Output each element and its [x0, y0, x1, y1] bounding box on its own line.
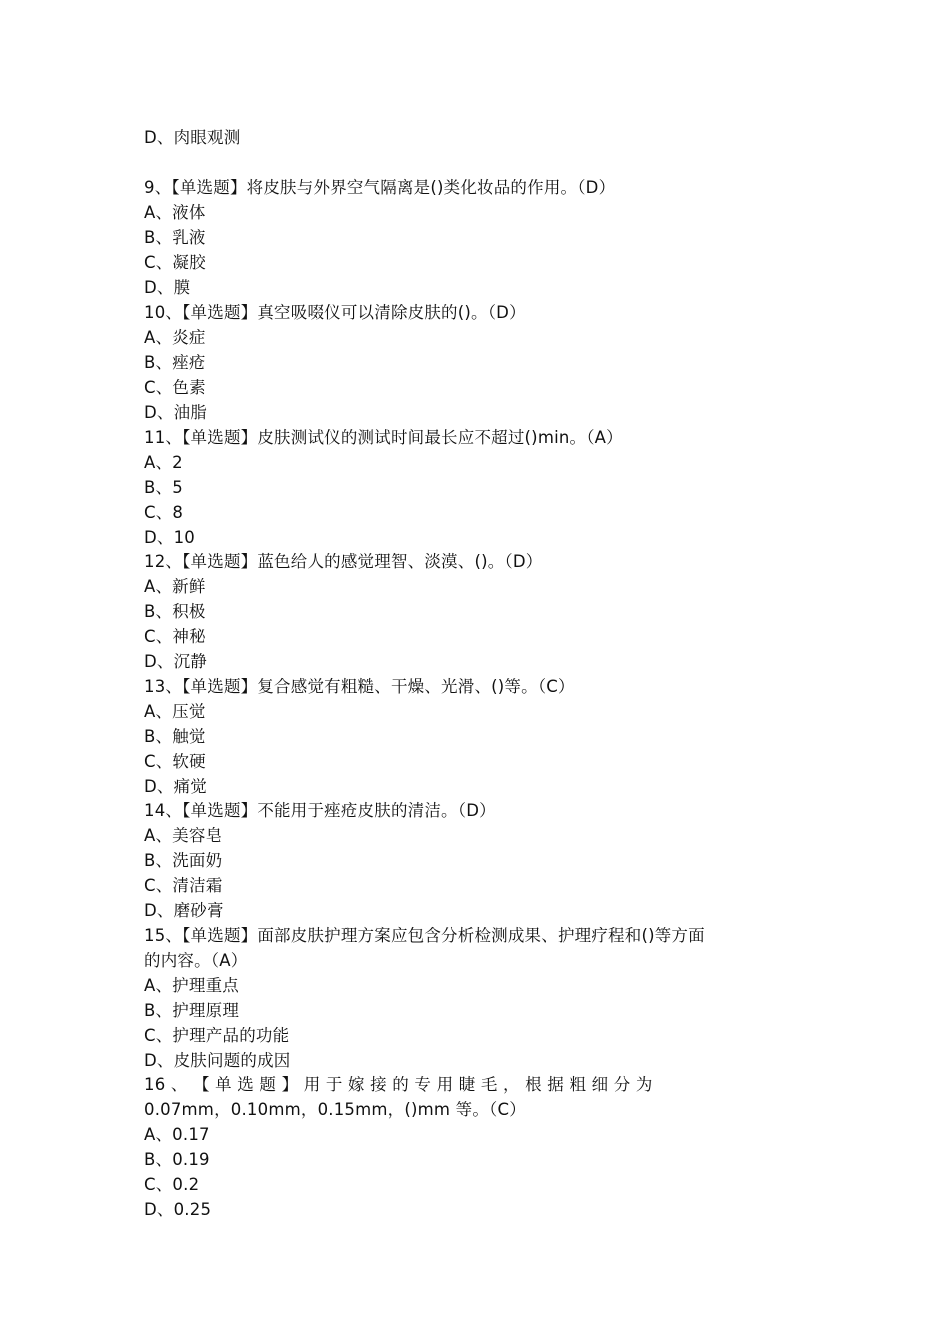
option-text: A、炎症 — [144, 328, 206, 347]
option-text: D、0.25 — [144, 1200, 212, 1219]
question-stem-continued: 的内容。（A） — [144, 951, 248, 970]
option-text: C、凝胶 — [144, 253, 206, 272]
option-text: C、色素 — [144, 378, 206, 397]
option-text: D、沉静 — [144, 652, 208, 671]
option-text: D、磨砂膏 — [144, 901, 224, 920]
option-text: D、膜 — [144, 278, 191, 297]
option-text: B、0.19 — [144, 1150, 210, 1169]
option-text: C、清洁霜 — [144, 876, 223, 895]
question-stem: 13、【单选题】复合感觉有粗糙、干燥、光滑、()等。（C） — [144, 677, 575, 696]
question-stem: 15、【单选题】面部皮肤护理方案应包含分析检测成果、护理疗程和()等方面 — [144, 926, 705, 945]
question-stem: 16 、 【 单 选 题 】 用 于 嫁 接 的 专 用 睫 毛 ， 根 据 粗 细 分 为 — [144, 1075, 653, 1094]
option-text: A、2 — [144, 453, 183, 472]
question-stem-continued: 0.07mm，0.10mm，0.15mm，()mm 等。（C） — [144, 1100, 526, 1119]
question-stem: 9、【单选题】将皮肤与外界空气隔离是()类化妆品的作用。（D） — [144, 178, 616, 197]
option-text: C、0.2 — [144, 1175, 200, 1194]
option-text: B、痤疮 — [144, 353, 206, 372]
option-text: D、痛觉 — [144, 777, 208, 796]
option-text: C、护理产品的功能 — [144, 1026, 290, 1045]
question-stem: 10、【单选题】真空吸啜仪可以清除皮肤的()。（D） — [144, 303, 526, 322]
option-text: C、8 — [144, 503, 184, 522]
option-text: B、护理原理 — [144, 1001, 240, 1020]
option-text: B、积极 — [144, 602, 206, 621]
option-text: D、油脂 — [144, 403, 208, 422]
option-text: B、乳液 — [144, 228, 206, 247]
option-text: A、新鲜 — [144, 577, 206, 596]
option-text: D、皮肤问题的成因 — [144, 1051, 291, 1070]
question-stem: 11、【单选题】皮肤测试仪的测试时间最长应不超过()min。（A） — [144, 428, 623, 447]
option-text: A、液体 — [144, 203, 206, 222]
question-stem: 14、【单选题】不能用于痤疮皮肤的清洁。（D） — [144, 801, 496, 820]
option-text: C、神秘 — [144, 627, 206, 646]
option-text: A、压觉 — [144, 702, 206, 721]
option-text: B、洗面奶 — [144, 851, 223, 870]
option-text: A、0.17 — [144, 1125, 210, 1144]
option-text: C、软硬 — [144, 752, 206, 771]
option-text: D、肉眼观测 — [144, 128, 241, 147]
option-text: D、10 — [144, 528, 196, 547]
question-stem: 12、【单选题】蓝色给人的感觉理智、淡漠、()。（D） — [144, 552, 543, 571]
option-text: A、护理重点 — [144, 976, 239, 995]
option-text: B、5 — [144, 478, 183, 497]
option-text: B、触觉 — [144, 727, 206, 746]
option-text: A、美容皂 — [144, 826, 223, 845]
